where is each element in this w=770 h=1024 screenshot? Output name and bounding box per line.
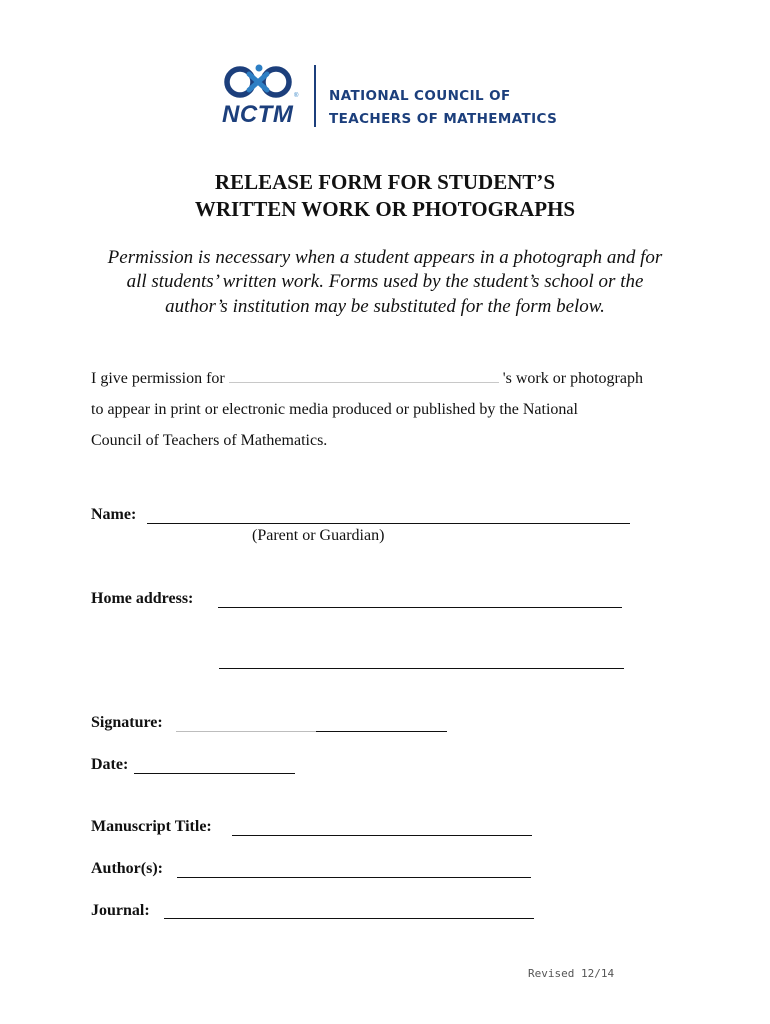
parent-guardian-note: (Parent or Guardian) [252, 527, 385, 544]
permission-line3: Council of Teachers of Mathematics. [91, 432, 328, 449]
authors-field[interactable] [177, 877, 531, 878]
student-name-blank[interactable] [229, 370, 499, 383]
home-address-field-line2[interactable] [219, 668, 624, 669]
home-address-field-line1[interactable] [218, 607, 622, 608]
signature-field[interactable] [176, 731, 316, 732]
logo-org-name-line2: TEACHERS OF MATHEMATICS [329, 111, 558, 127]
name-field[interactable] [147, 523, 630, 524]
logo-divider [314, 65, 316, 127]
signature-label: Signature: [91, 714, 163, 731]
intro-line3: author’s institution may be substituted for the form below. [165, 296, 605, 317]
manuscript-title-field[interactable] [232, 835, 532, 836]
signature-field-continued[interactable] [316, 731, 447, 732]
nctm-logo-mark-icon [222, 63, 302, 99]
revision-note: Revised 12/14 [528, 967, 615, 980]
logo-org-name-line1: NATIONAL COUNCIL OF [329, 88, 511, 104]
logo-acronym: NCTM [222, 101, 294, 128]
name-label: Name: [91, 506, 137, 523]
journal-label: Journal: [91, 902, 150, 919]
authors-label: Author(s): [91, 860, 163, 877]
home-address-label: Home address: [91, 590, 194, 607]
intro-line2: all students’ written work. Forms used by the student’s school or the [126, 271, 644, 292]
date-label: Date: [91, 756, 129, 773]
permission-line1 [91, 370, 643, 388]
intro-line1: Permission is necessary when a student appears in a photograph and for [107, 247, 663, 268]
manuscript-title-label: Manuscript Title: [91, 818, 212, 835]
logo-registered-mark: ® [294, 93, 299, 99]
journal-field[interactable] [164, 918, 534, 919]
permission-prefix: I give permission for [91, 370, 225, 387]
form-title-line2: WRITTEN WORK OR PHOTOGRAPHS [194, 197, 576, 221]
nctm-logo [222, 63, 558, 129]
form-title-line1: RELEASE FORM FOR STUDENT’S [214, 170, 556, 194]
permission-suffix: 's work or photograph [502, 370, 643, 387]
date-field[interactable] [134, 773, 295, 774]
permission-line2: to appear in print or electronic media produced or published by the National [91, 401, 578, 418]
